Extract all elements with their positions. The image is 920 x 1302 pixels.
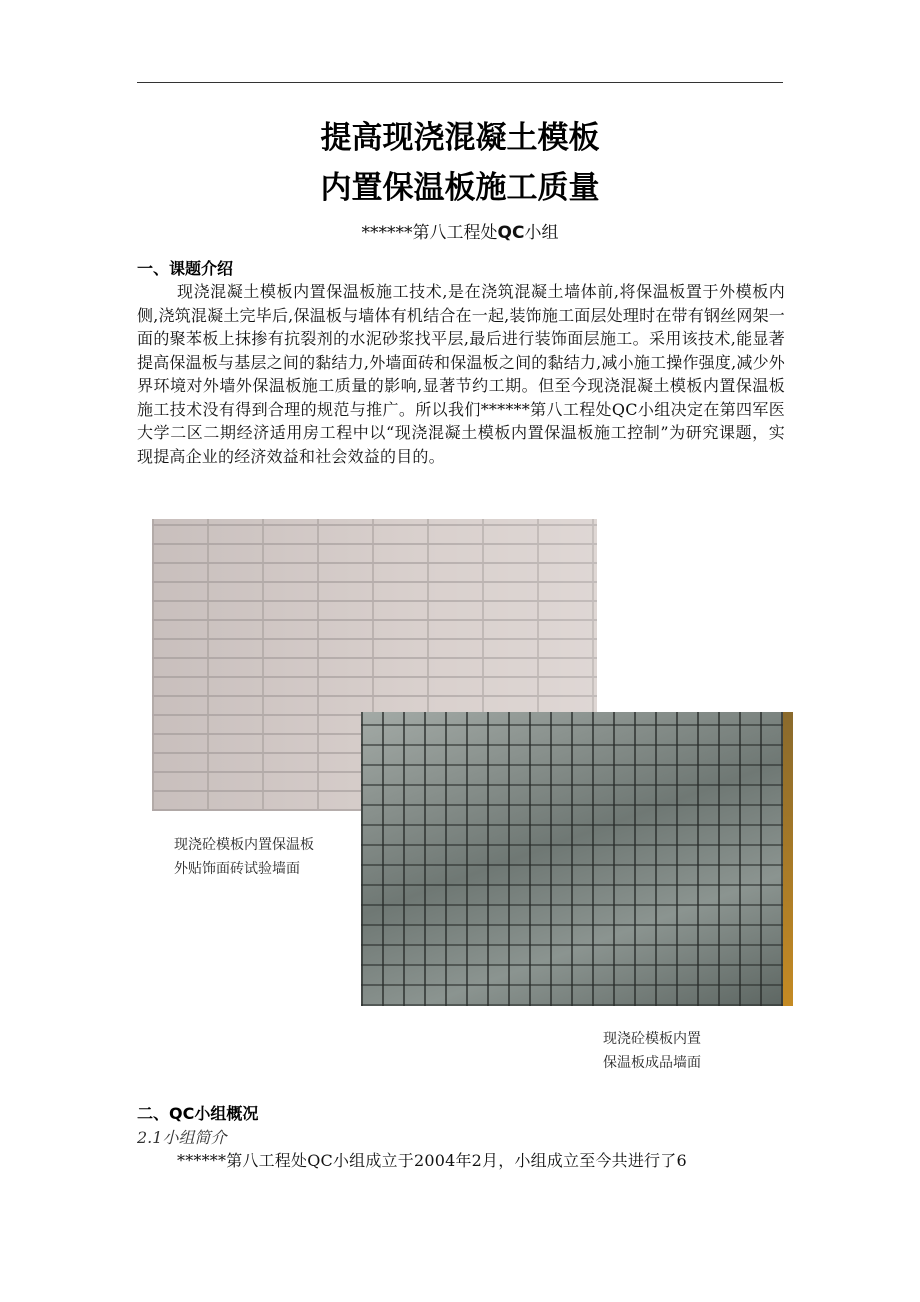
figure-caption-right (603, 1027, 701, 1075)
figure-caption-left-line-1: 现浇砼模板内置保温板 (174, 837, 314, 853)
subtitle-qc: QC (497, 223, 525, 243)
section-2-heading: 二、QC小组概况 (137, 1104, 259, 1123)
document-title-line-1: 提高现浇混凝土模板 (320, 120, 600, 156)
figure-caption-right-line-2: 保温板成品墙面 (603, 1055, 701, 1071)
section-2-1-heading: 2.1小组简介 (137, 1128, 227, 1147)
mesh-wall-edge (783, 712, 793, 1006)
mesh-wall-photo (361, 712, 793, 1006)
figure-caption-right-line-1: 现浇砼模板内置 (603, 1031, 701, 1047)
header-rule (137, 82, 783, 83)
subtitle-prefix: ******第八工程处 (361, 223, 498, 243)
section-1-paragraph: 现浇混凝土模板内置保温板施工技术,是在浇筑混凝土墙体前,将保温板置于外模板内侧,浇筑混凝土完毕后,保温板与墙体有机结合在一起,装饰施工面层处理时在带有钢丝网架一面的聚苯板上抹掺有抗裂剂的水泥砂浆找平层,最后进行装饰面层施工。采用该技术,能显著提高保温板与基层之间的黏结力,外墙面砖和保温板之间的黏结力,减小施工操作强度,减少外界环境对外墙外保温板施工质量的影响,显著节约工期。但至今现浇混凝土模板内置保温板施工技术没有得到合理的规范与推广。所以我们******第八工程处QC小组决定在第四军医大学二区二期经济适用房工程中以“现浇混凝土模板内置保温板施工控制”为研究课题，实现提高企业的经济效益和社会效益的目的。 (137, 282, 785, 466)
figure-caption-left-line-2: 外贴饰面砖试验墙面 (174, 861, 300, 877)
document-subtitle (0, 218, 920, 243)
subtitle-suffix: 小组 (524, 223, 559, 243)
section-2-1-paragraph: ******第八工程处QC小组成立于2004年2月，小组成立至今共进行了6 (177, 1151, 687, 1170)
section-1-heading: 一、课题介绍 (137, 259, 234, 278)
document-title-line-2: 内置保温板施工质量 (320, 170, 600, 206)
figure-caption-left (174, 833, 314, 881)
